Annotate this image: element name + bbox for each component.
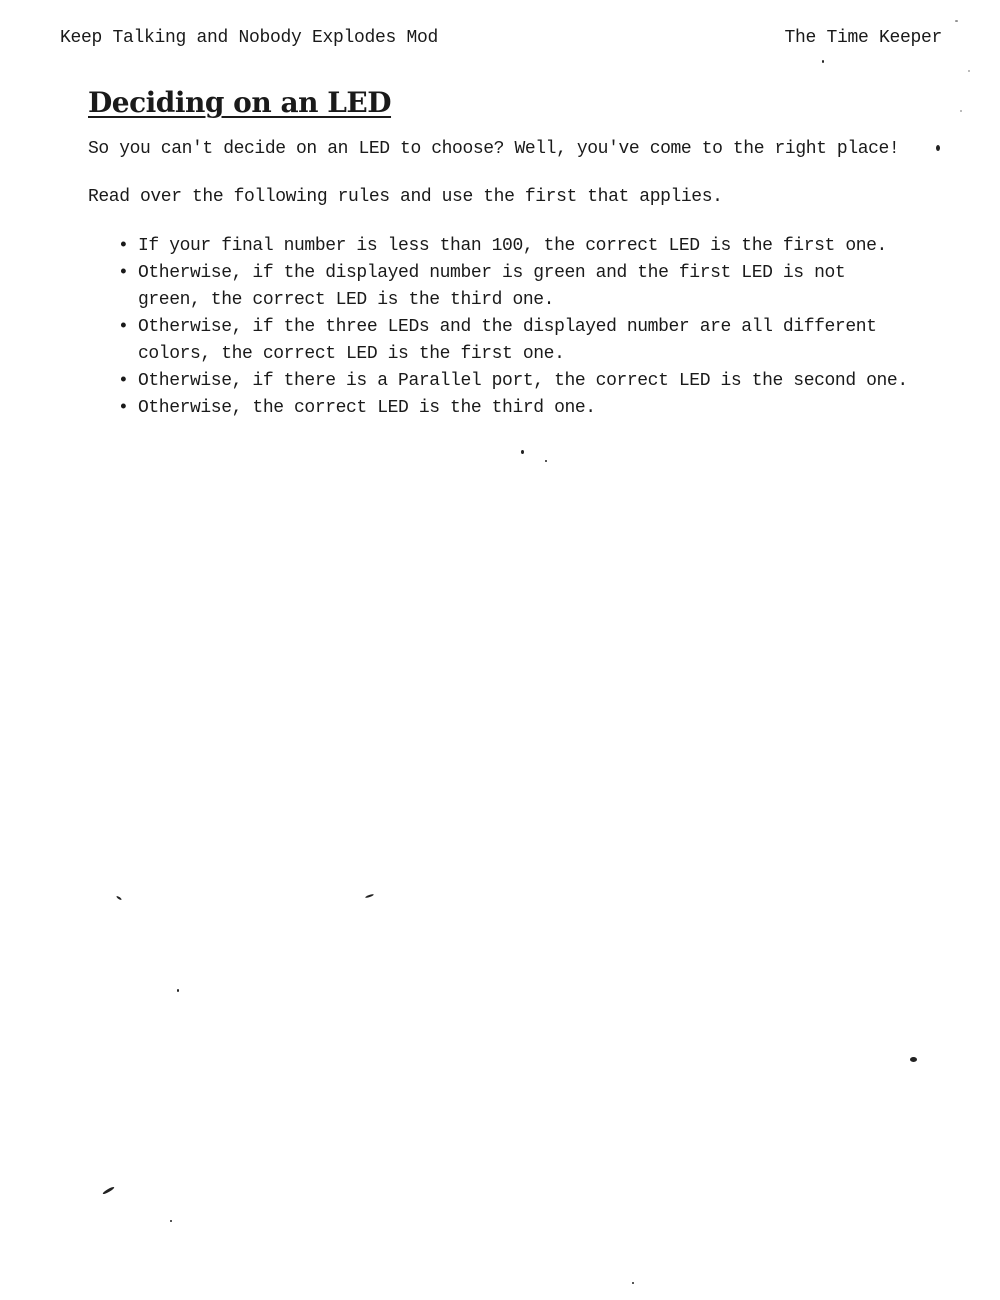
bullet-icon: • bbox=[118, 263, 129, 283]
manual-section bbox=[88, 86, 918, 422]
bullet-icon: • bbox=[118, 398, 129, 418]
ink-speck bbox=[545, 460, 547, 462]
intro-text: So you can't decide on an LED to choose? Well, you've come to the right place! bbox=[88, 139, 900, 159]
rule-text: If your final number is less than 100, the correct LED is the first one. bbox=[138, 236, 887, 256]
ink-speck bbox=[521, 450, 524, 454]
ink-speck bbox=[936, 145, 940, 151]
instruction-text: Read over the following rules and use the first that applies. bbox=[88, 187, 723, 207]
rule-item bbox=[116, 395, 918, 422]
rule-item bbox=[116, 368, 918, 395]
bullet-icon: • bbox=[118, 371, 129, 391]
ink-speck bbox=[365, 894, 374, 899]
rule-text: Otherwise, if the three LEDs and the displayed number are all different colors, the correct LED is the first one. bbox=[138, 317, 877, 364]
ink-speck bbox=[968, 70, 970, 72]
ink-speck bbox=[960, 110, 962, 112]
ink-speck bbox=[177, 989, 179, 992]
header-module-name: The Time Keeper bbox=[784, 28, 942, 48]
ink-speck bbox=[170, 1220, 172, 1222]
rules-list bbox=[88, 233, 918, 422]
ink-speck bbox=[955, 20, 958, 22]
ink-speck bbox=[910, 1057, 917, 1062]
rule-text: Otherwise, if there is a Parallel port, the correct LED is the second one. bbox=[138, 371, 908, 391]
section-title: Deciding on an LED bbox=[88, 86, 392, 119]
rule-item bbox=[116, 260, 918, 314]
rule-item bbox=[116, 314, 918, 368]
ink-speck bbox=[822, 60, 824, 63]
bullet-icon: • bbox=[118, 236, 129, 256]
rule-text: Otherwise, if the displayed number is green and the first LED is not green, the correct LED is the third one. bbox=[138, 263, 846, 310]
ink-speck bbox=[102, 1186, 115, 1195]
bullet-icon: • bbox=[118, 317, 129, 337]
header-game-title: Keep Talking and Nobody Explodes Mod bbox=[60, 28, 439, 48]
rule-item bbox=[116, 233, 918, 260]
rule-text: Otherwise, the correct LED is the third one. bbox=[138, 398, 596, 418]
ink-speck bbox=[632, 1282, 634, 1284]
ink-speck bbox=[116, 895, 122, 900]
page-header bbox=[60, 28, 942, 54]
